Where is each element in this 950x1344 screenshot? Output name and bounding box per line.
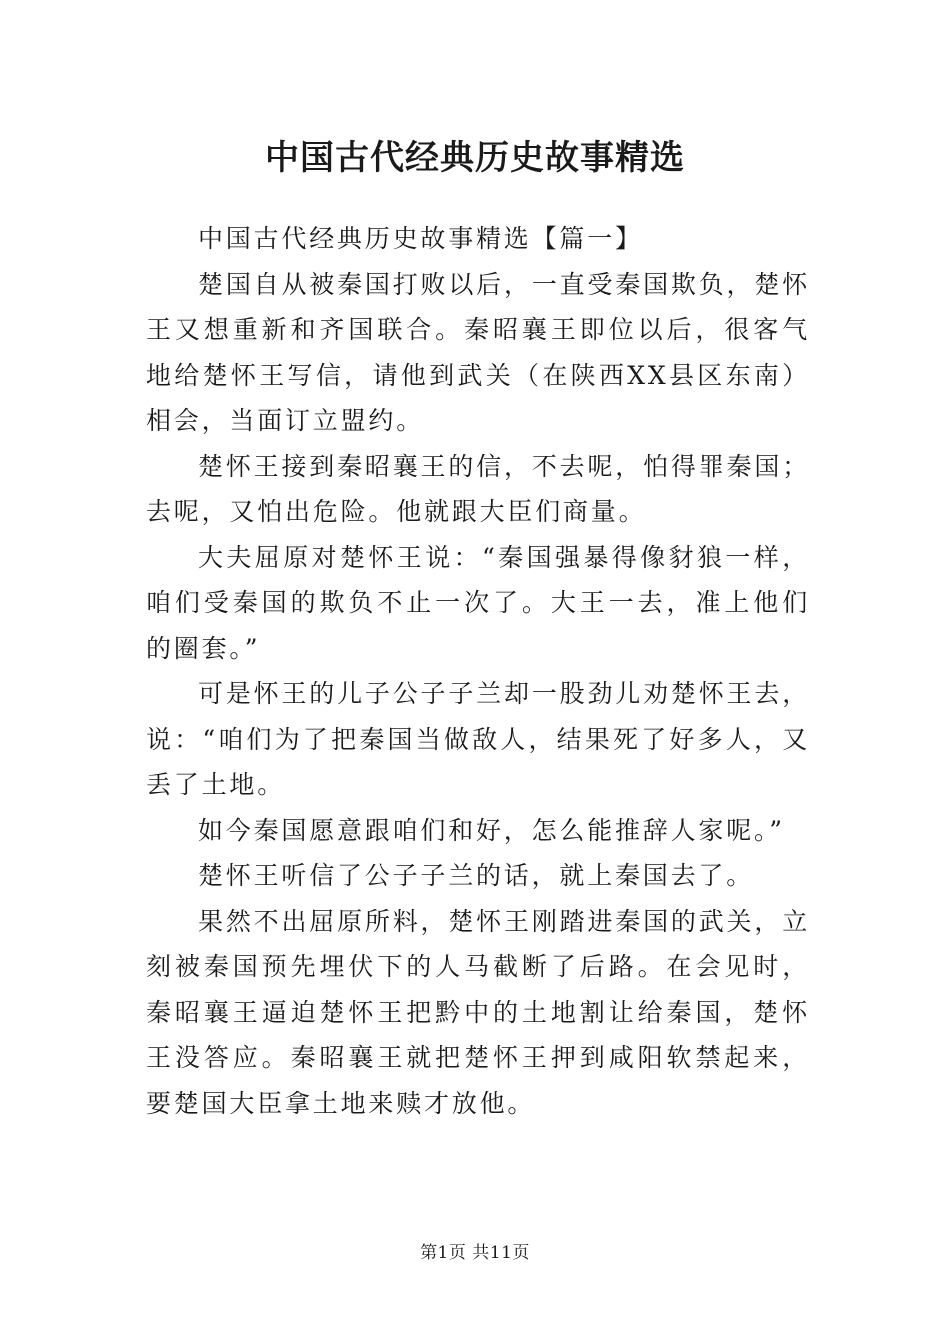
paragraph: 楚怀王听信了公子子兰的话，就上秦国去了。 [198,861,755,890]
paragraph: 可是怀王的儿子公子子兰却一股劲儿劝楚怀王去，说：“咱们为了把秦国当做敌人，结果死了好多人，又丢了土地。 [146,679,810,799]
paragraph-heading: 中国古代经典历史故事精选【篇一】 [198,224,643,253]
paragraph: 如今秦国愿意跟咱们和好，怎么能推辞人家呢。” [198,815,785,845]
document-body [146,216,810,1126]
paragraph: 楚国自从被秦国打败以后，一直受秦国欺负，楚怀王又想重新和齐国联合。秦昭襄王即位以后，很客气地给楚怀王写信，请他到武关（在陕西XX县区东南）相会，当面订立盟约。 [146,269,810,435]
document-title: 中国古代经典历史故事精选 [265,138,685,178]
paragraph: 果然不出屈原所料，楚怀王刚踏进秦国的武关，立刻被秦国预先埋伏下的人马截断了后路。在会见时，秦昭襄王逼迫楚怀王把黔中的土地割让给秦国，楚怀王没答应。秦昭襄王就把楚怀王押到咸阳软禁起来，要楚国大臣拿土地来赎才放他。 [146,906,810,1118]
paragraph: 楚怀王接到秦昭襄王的信，不去呢，怕得罪秦国；去呢，又怕出危险。他就跟大臣们商量。 [146,451,810,526]
page-number-footer: 第1页 共11页 [420,1243,530,1263]
paragraph: 大夫屈原对楚怀王说：“秦国强暴得像豺狼一样，咱们受秦国的欺负不止一次了。大王一去，准上他们的圈套。” [146,542,810,663]
